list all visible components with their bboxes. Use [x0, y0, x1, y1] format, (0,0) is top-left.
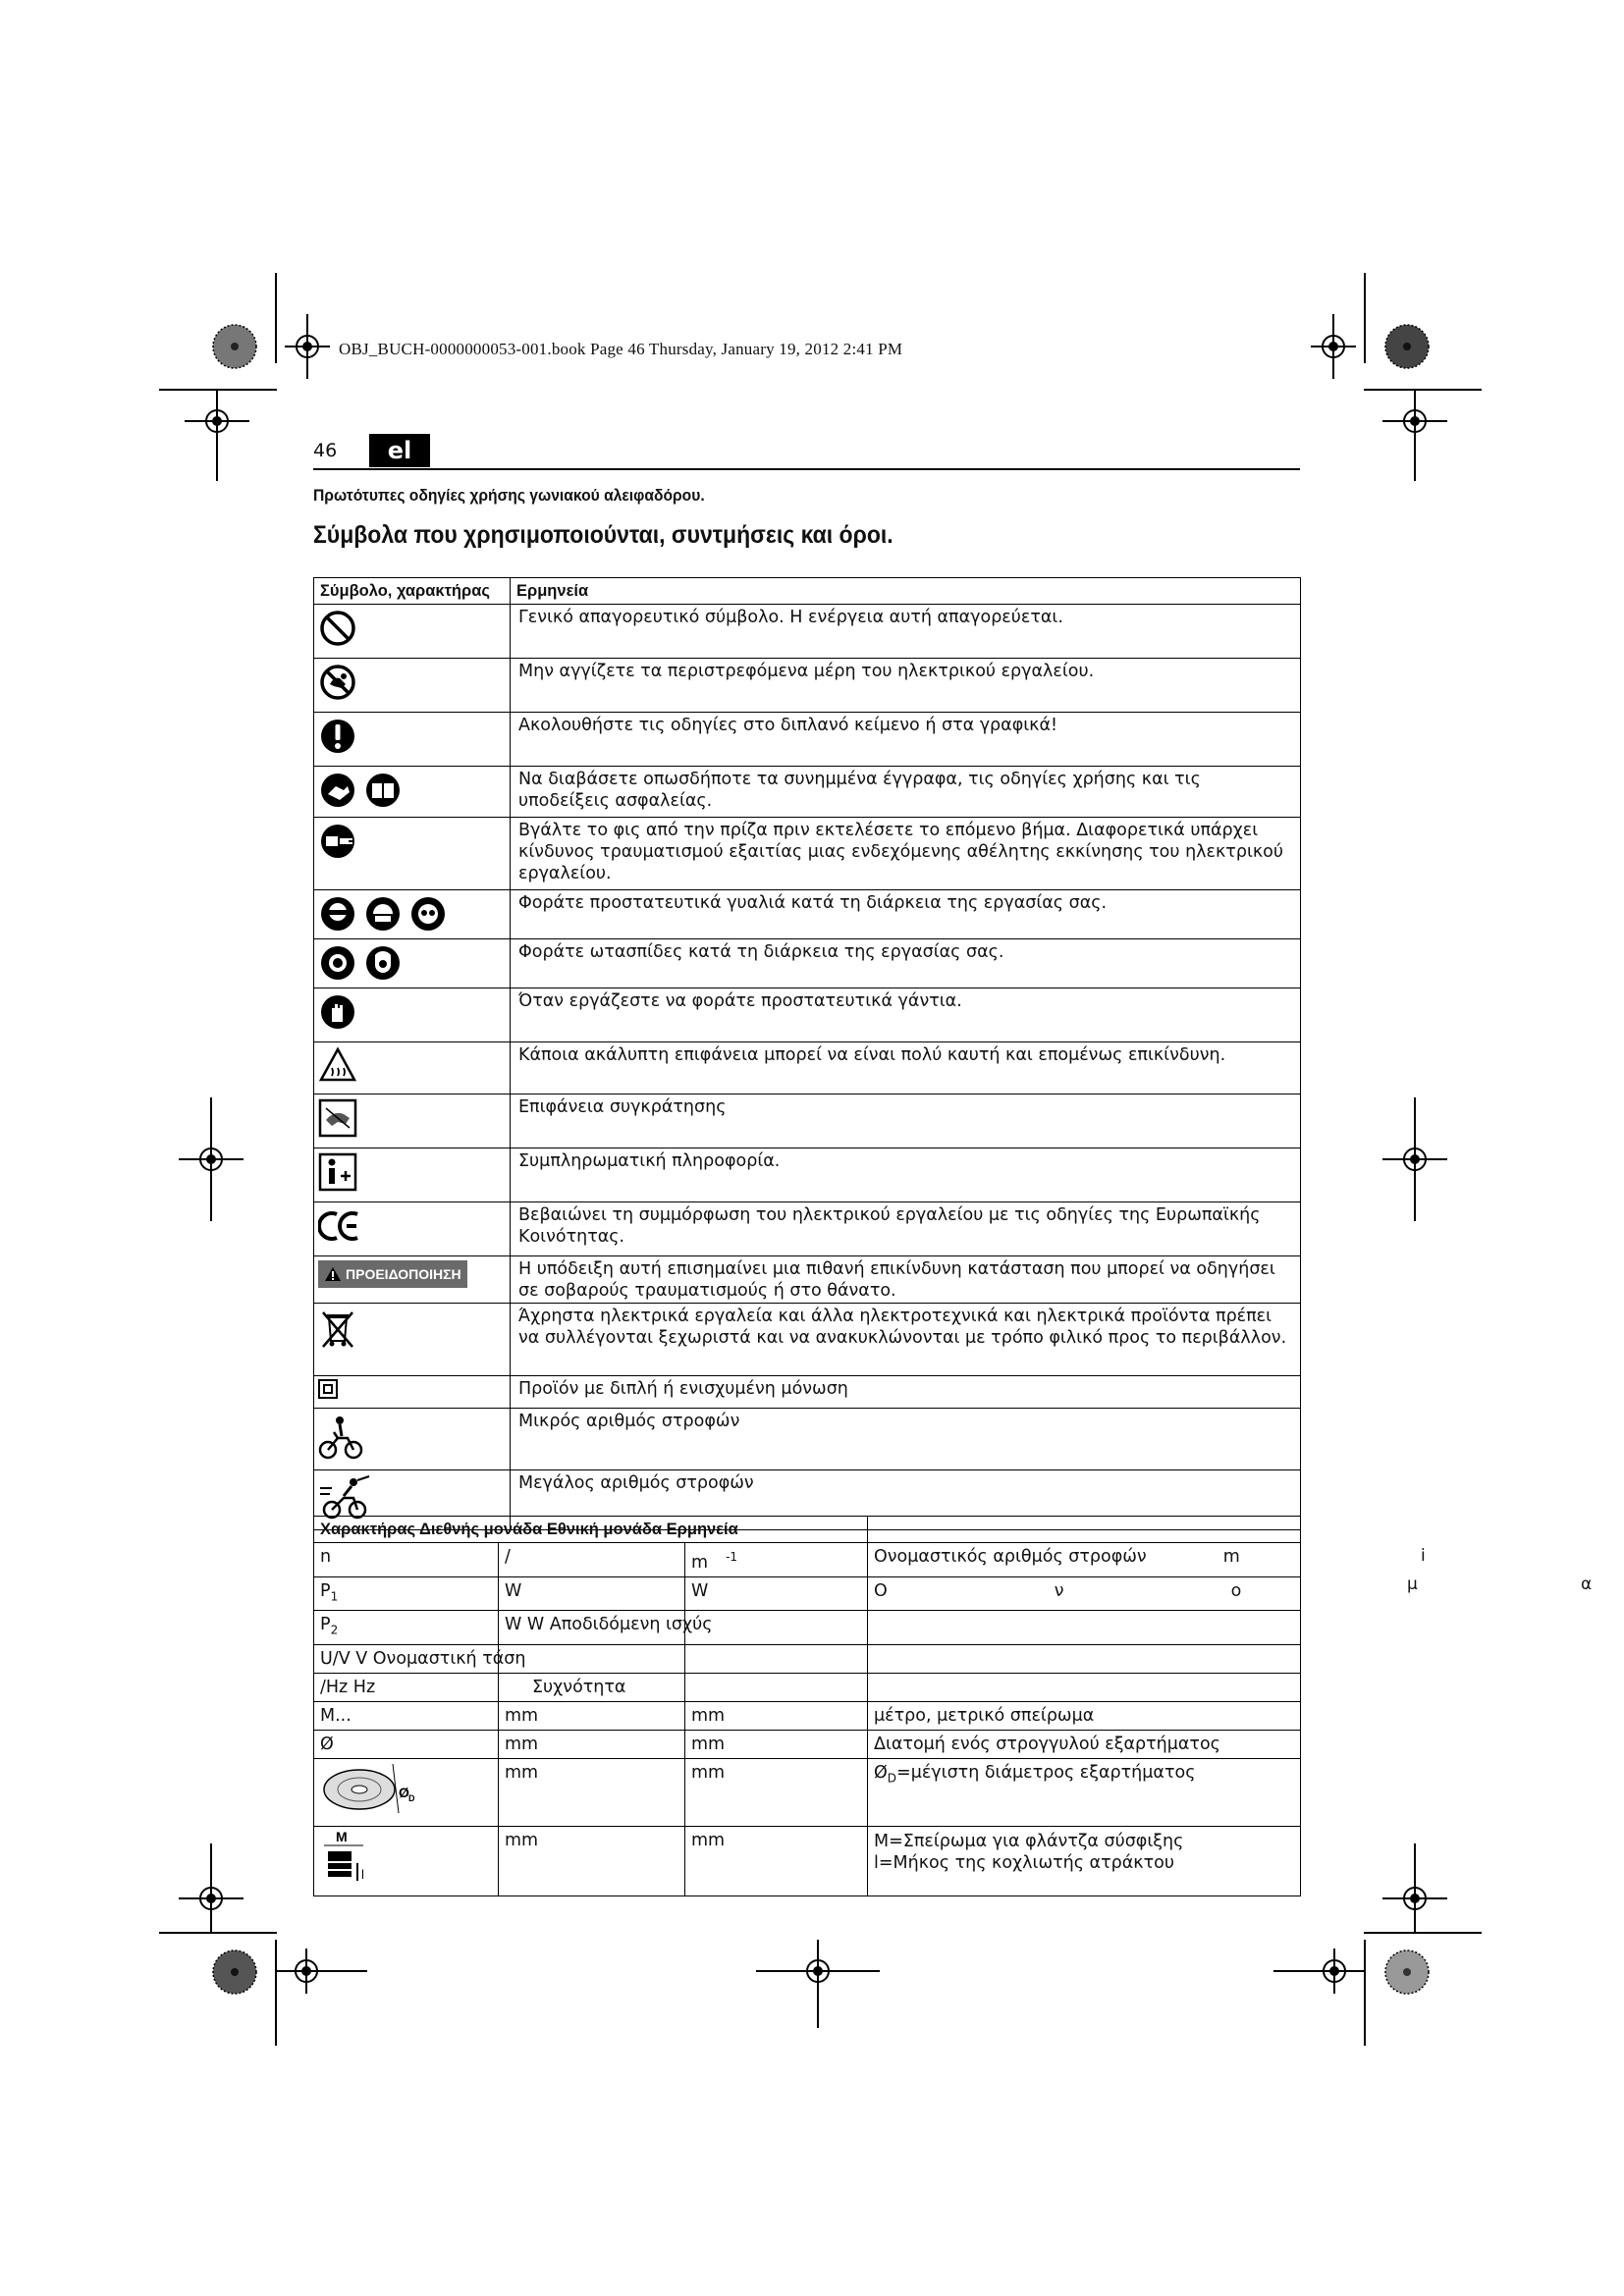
ce-mark-icon [318, 1206, 361, 1246]
row-text: Μεγάλος αριθμός στροφών [511, 1470, 1301, 1530]
table-row [314, 1042, 1301, 1095]
exclamation-icon [318, 717, 357, 756]
running-head: OBJ_BUCH-0000000053-001.book Page 46 Thursday, January 19, 2012 2:41 PM [339, 340, 903, 358]
unplug-icon [318, 822, 357, 861]
warning-triangle-icon [324, 1266, 342, 1282]
registration-mark-icon [277, 1949, 367, 1994]
row-text: Μικρός αριθμός στροφών [511, 1409, 1301, 1470]
table-row [314, 988, 1301, 1042]
table-row [314, 605, 1301, 659]
svg-text:D: D [408, 1792, 414, 1803]
info-icon [318, 1152, 357, 1192]
table-row: n / m $^{-1}$ Ονομαστικός αριθμός στροφών m [314, 1543, 1301, 1577]
table-row [314, 1409, 1301, 1470]
table-row: /Hz Hz Συχνότητα [314, 1673, 1301, 1701]
table-row: Ø D mm mm $Ø_D=\mu έ\gamma\iota\sigma\tau\eta$ διάμετρος εξαρτήματος [314, 1758, 1301, 1826]
registration-mark-icon [185, 389, 249, 481]
svg-text:l: l [361, 1866, 364, 1882]
safety-helmet-icon [363, 894, 403, 934]
safety-goggles-icon [318, 894, 357, 934]
prohibition-icon [318, 609, 357, 648]
table-row [314, 1148, 1301, 1202]
page-number: 46 [313, 440, 338, 461]
symbols-table-header [314, 578, 1301, 605]
warning-badge [318, 1260, 467, 1288]
table-row [314, 1256, 1301, 1304]
registration-mark-icon [1273, 1949, 1364, 1994]
row-text: Όταν εργάζεστε να φοράτε προστατευτικά γάντια. [511, 988, 1301, 1042]
color-target-icon [212, 324, 257, 369]
row-text: Η υπόδειξη αυτή επισημαίνει μια πιθανή επικίνδυνη κατάσταση που μπορεί να οδηγήσει σε σοβαρούς τραυματισμούς ή στο θάνατο. [511, 1256, 1301, 1304]
row-text: Βγάλτε το φις από την πρίζα πριν εκτελέσετε το επόμενο βήμα. Διαφορετικά υπάρχει κίνδυνος τραυματισμού εξαιτίας μιας ενδεχόμενης αθέλητης εκκίνησης του ηλεκτρικού εργαλείου. [511, 818, 1301, 890]
row-text: Ακολουθήστε τις οδηγίες στο διπλανό κείμενο ή στα γραφικά! [511, 713, 1301, 767]
ear-protection-icon [363, 943, 403, 983]
registration-mark-icon [756, 1940, 880, 2028]
hot-surface-icon [318, 1046, 357, 1084]
table-row [314, 713, 1301, 767]
registration-mark-icon [1382, 1843, 1447, 1932]
table-row [314, 767, 1301, 818]
table-row [314, 1202, 1301, 1256]
row-text: Μην αγγίζετε τα περιστρεφόμενα μέρη του ηλεκτρικού εργαλείου. [511, 659, 1301, 713]
language-badge: el [369, 434, 430, 467]
units-header: Χαρακτήρας Διεθνής μονάδα Εθνική μονάδα Ερμηνεία [314, 1517, 868, 1543]
header-symbol: Σύμβολο, χαρακτήρας [314, 578, 511, 605]
gloves-icon [318, 992, 357, 1032]
face-shield-icon [408, 894, 448, 934]
ear-protection-icon [318, 943, 357, 983]
color-target-icon [1384, 324, 1430, 369]
color-target-icon [1384, 1949, 1430, 1995]
table-row [314, 939, 1301, 988]
row-text: Επιφάνεια συγκράτησης [511, 1095, 1301, 1148]
table-row: $P_1$ W W Ο ν ο [314, 1576, 1301, 1611]
row-text: Άχρηστα ηλεκτρικά εργαλεία και άλλα ηλεκτροτεχνικά και ηλεκτρικά προϊόντα πρέπει να συλλέγονται ξεχωριστά και να ανακυκλώνονται με τρόπο φιλικό προς το περιβάλλον. [511, 1304, 1301, 1376]
registration-mark-icon [285, 314, 330, 379]
symbols-table [313, 577, 1301, 1530]
header-rule [313, 468, 1300, 470]
high-speed-icon [318, 1474, 371, 1520]
row-text: Φοράτε προστατευτικά γυαλιά κατά τη διάρκεια της εργασίας σας. [511, 890, 1301, 939]
table-row [314, 659, 1301, 713]
registration-mark-icon [179, 1843, 244, 1932]
registration-mark-icon [1382, 389, 1447, 481]
warning-badge-label: ΠΡΟΕΙΔΟΠΟΙΗΣΗ [346, 1266, 461, 1282]
units-table [313, 1516, 1301, 1896]
row-text: Φοράτε ωτασπίδες κατά τη διάρκεια της εργασίας σας. [511, 939, 1301, 988]
svg-text:Ø: Ø [399, 1784, 409, 1800]
table-row [314, 1376, 1301, 1409]
subtitle: Πρωτότυπες οδηγίες χρήσης γωνιακού αλειφαδόρου. [313, 486, 705, 505]
table-row: M l mm mm M=Σπείρωμα για φλάντζα σύσφιξης l=Μήκος της κοχλιωτής ατράκτου [314, 1826, 1301, 1896]
hand-book-icon [318, 771, 357, 810]
table-row [314, 1304, 1301, 1376]
row-text: Βεβαιώνει τη συμμόρφωση του ηλεκτρικού εργαλείου με τις οδηγίες της Ευρωπαϊκής Κοινότητας. [511, 1202, 1301, 1256]
row-text: Να διαβάσετε οπωσδήποτε τα συνημμένα έγγραφα, τις οδηγίες χρήσης και τις υποδείξεις ασφαλείας. [511, 767, 1301, 818]
units-table-header [314, 1517, 1301, 1543]
row-text: Γενικό απαγορευτικό σύμβολο. Η ενέργεια αυτή απαγορεύεται. [511, 605, 1301, 659]
header-meaning: Ερμηνεία [511, 578, 1301, 605]
disc-diameter-icon [320, 1760, 414, 1817]
stray-char: μ [1407, 1575, 1418, 1594]
table-row: M... mm mm μέτρο, μετρικό σπείρωμα [314, 1701, 1301, 1730]
registration-mark-icon [179, 1097, 244, 1221]
double-insulation-icon [318, 1379, 338, 1399]
read-manual-icon [363, 771, 403, 810]
row-text: Συμπληρωματική πληροφορία. [511, 1148, 1301, 1202]
registration-mark-icon [1311, 314, 1356, 379]
registration-mark-icon [1382, 1097, 1447, 1221]
color-target-icon [212, 1949, 257, 1995]
slow-speed-icon [318, 1413, 363, 1460]
stray-char: i [1421, 1546, 1426, 1566]
grip-surface-icon [318, 1098, 357, 1138]
spindle-thread-icon [320, 1828, 379, 1887]
table-row [314, 818, 1301, 890]
weee-bin-icon [318, 1308, 357, 1351]
table-row [314, 1095, 1301, 1148]
row-text: Κάποια ακάλυπτη επιφάνεια μπορεί να είναι πολύ καυτή και επομένως επικίνδυνη. [511, 1042, 1301, 1095]
no-touch-rotating-parts-icon [318, 663, 357, 702]
table-row: $P_2$ W W Αποδιδόμενη ισχύς [314, 1611, 1301, 1645]
table-row: Ø mm mm Διατομή ενός στρογγυλού εξαρτήματος [314, 1730, 1301, 1758]
table-row [314, 890, 1301, 939]
stray-char: α [1581, 1575, 1593, 1594]
svg-text:M: M [336, 1828, 348, 1844]
table-row: U/V V Ονομαστική τάση [314, 1644, 1301, 1673]
row-text: Προϊόν με διπλή ή ενισχυμένη μόνωση [511, 1376, 1301, 1409]
page-title: Σύμβολα που χρησιμοποιούνται, συντμήσεις και όροι. [313, 521, 893, 549]
